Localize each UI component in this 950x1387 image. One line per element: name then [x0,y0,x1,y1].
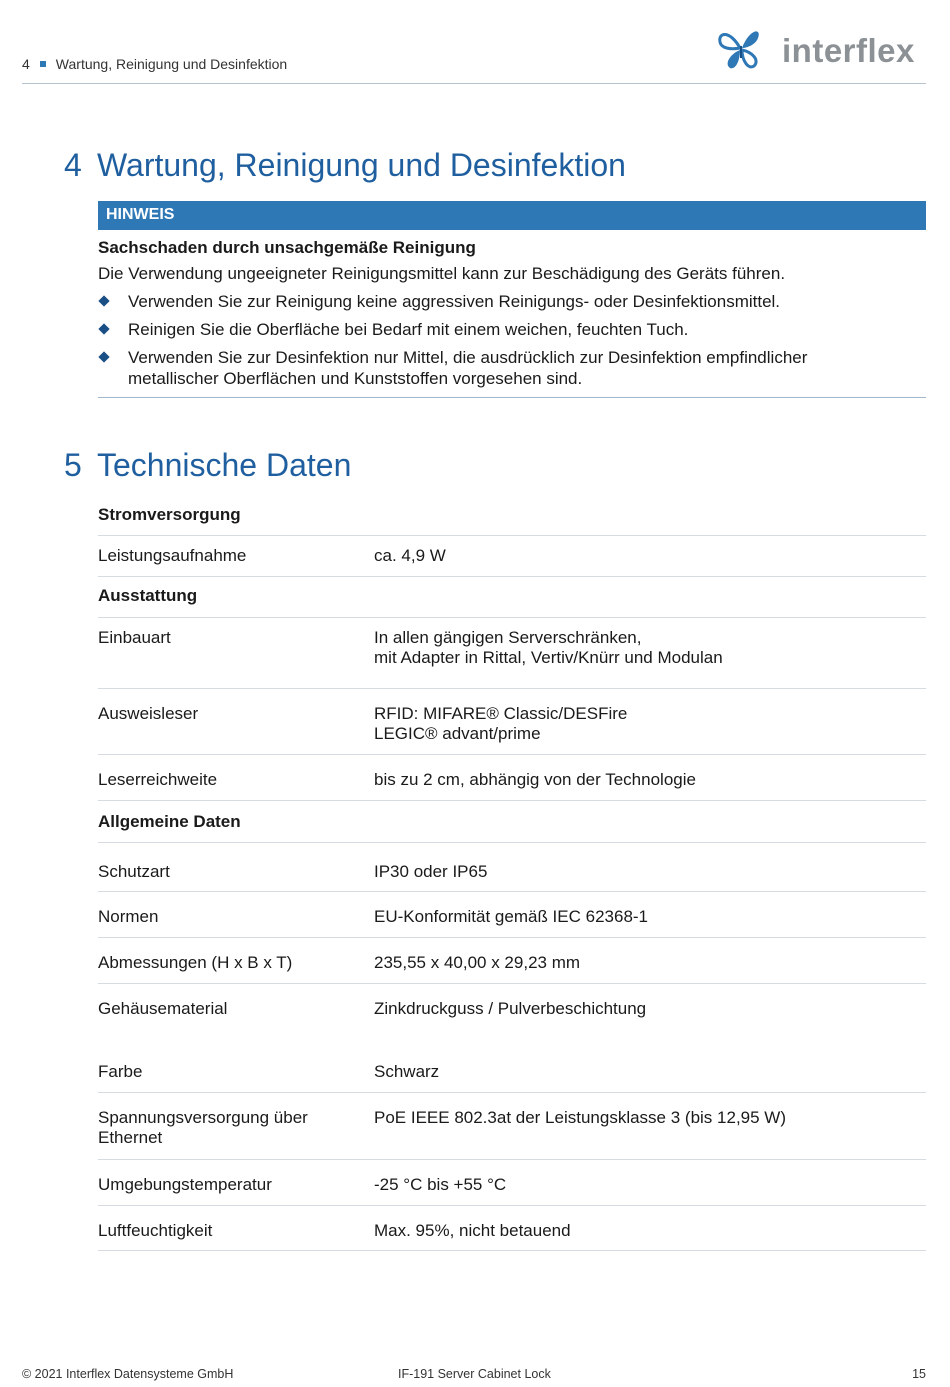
spec-key: Leistungsaufnahme [98,546,247,565]
list-item [98,347,878,389]
table-row [98,984,926,1030]
spec-key: Luftfeuchtigkeit [98,1221,213,1240]
spec-key: Gehäusematerial [98,999,228,1018]
diamond-bullet-icon [98,351,109,362]
table-row [98,536,926,577]
list-item [98,319,878,340]
spec-key: Ausweisleser [98,704,199,723]
spec-value: IP30 oder IP65 [374,862,488,881]
notice-bullet-list [98,291,878,396]
butterfly-icon [716,26,776,74]
table-row [98,938,926,984]
spec-value: RFID: MIFARE® Classic/DESFire LEGIC® advant/prime [374,704,628,743]
spec-value: Schwarz [374,1062,440,1081]
table-row [98,1160,926,1206]
diamond-bullet-icon [98,323,109,334]
header-divider [22,83,926,84]
spec-key: Abmessungen (H x B x T) [98,953,293,972]
section-5-title: Technische Daten [97,447,352,483]
table-row [98,1093,926,1160]
footer-page-number: 15 [912,1367,926,1381]
logo-wordmark: interflex [782,32,915,69]
spec-value: EU-Konformität gemäß IEC 62368-1 [374,907,649,926]
notice-divider [98,397,926,398]
spec-value: ca. 4,9 W [374,546,446,565]
section-4-heading [64,147,626,184]
table-row [98,892,926,938]
page-gap [98,1030,926,1052]
diamond-bullet-icon [98,295,109,306]
spec-key: Schutzart [98,862,170,881]
bullet-text: Verwenden Sie zur Desinfektion nur Mittel, die ausdrücklich zur Desinfektion empfindlicher metallischer Oberflächen und Kunststoffen vorgesehen sind. [128,348,808,388]
group-heading-ausstattung: Ausstattung [98,577,926,618]
footer-copyright: © 2021 Interflex Datensysteme GmbH [22,1367,234,1381]
footer-product: IF-191 Server Cabinet Lock [398,1367,551,1381]
spec-value: Max. 95%, nicht betauend [374,1221,571,1240]
running-header [22,56,287,72]
notice-text: Die Verwendung ungeeigneter Reinigungsmittel kann zur Beschädigung des Geräts führen. [98,264,786,283]
bullet-text: Verwenden Sie zur Reinigung keine aggressiven Reinigungs- oder Desinfektionsmittel. [128,292,781,311]
notice-label: HINWEIS [106,206,175,223]
spec-key: Spannungsversorgung über Ethernet [98,1108,308,1147]
spec-value: Zinkdruckguss / Pulverbeschichtung [374,999,647,1018]
interflex-logo [716,26,928,74]
header-chapter-title: Wartung, Reinigung und Desinfektion [55,56,288,72]
group-heading-stromversorgung: Stromversorgung [98,496,926,536]
spec-value: PoE IEEE 802.3at der Leistungsklasse 3 (bis 12,95 W) [374,1108,787,1127]
spec-value: In allen gängigen Serverschränken, mit Adapter in Rittal, Vertiv/Knürr und Modulan [374,628,723,667]
group-heading-allgemeine-daten: Allgemeine Daten [98,801,926,843]
table-row [98,843,926,892]
spec-value: 235,55 x 40,00 x 29,23 mm [374,953,581,972]
spec-value: bis zu 2 cm, abhängig von der Technologie [374,770,696,789]
list-item [98,291,878,312]
section-5-heading [64,447,351,484]
bullet-text: Reinigen Sie die Oberfläche bei Bedarf mit einem weichen, feuchten Tuch. [128,320,689,339]
tech-data-table [98,496,926,1251]
table-row [98,755,926,801]
table-row [98,618,926,689]
spec-key: Umgebungstemperatur [98,1175,272,1194]
section-4-number: 4 [64,147,82,183]
notice-banner [98,201,926,230]
table-row [98,1052,926,1093]
header-chapter-number: 4 [22,56,30,72]
header-square-icon [40,61,46,67]
spec-key: Normen [98,907,159,926]
section-4-title: Wartung, Reinigung und Desinfektion [97,147,626,183]
notice-title: Sachschaden durch unsachgemäße Reinigung [98,238,476,257]
spec-key: Leserreichweite [98,770,218,789]
spec-value: -25 °C bis +55 °C [374,1175,507,1194]
table-row [98,689,926,755]
spec-key: Farbe [98,1062,143,1081]
section-5-number: 5 [64,447,82,483]
table-row [98,1206,926,1251]
spec-key: Einbauart [98,628,171,647]
